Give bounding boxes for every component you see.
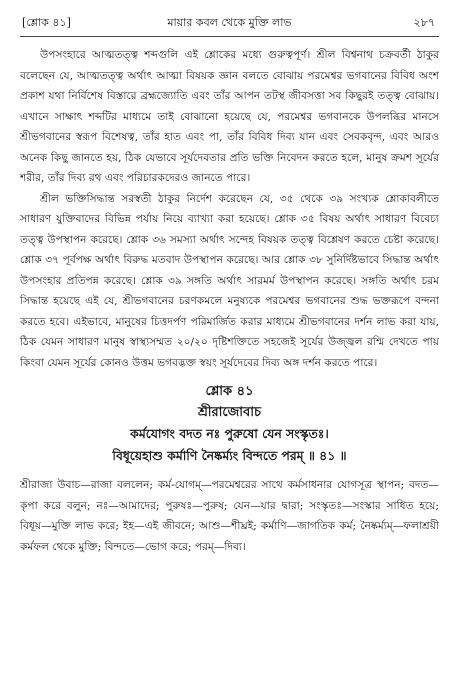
verse-speaker: শ্রীরাজোবাচ <box>197 405 262 420</box>
chapter-title: মায়ার কবল থেকে মুক্তি লাভ <box>167 16 292 29</box>
purport-paragraph-1: উপসংহারে আত্মতত্ত্ব শব্দগুলি এই শ্লোকের মধ্যে গুরুত্বপূর্ণ। শ্রীল বিশ্বনাথ চক্রবর্তী ঠাকুর বলেছেন যে, আত্মতত্ত্ব অর্থাৎ আত্মা বিষয়ক জ্ঞান বলতে বোঝায় পরমেশ্বর ভগবানের বিবিধ অংশ প্রকাশ যথা নির্বিশেষ বিস্তারে ব্রহ্মজ্যোতি এবং তাঁর আপন তটস্থ জীবসত্তা সব কিছুরই তত্ত্ব বোঝায়। এখানে সাক্ষাৎ শব্দটির মাধ্যমে তাই বোঝানো হয়েছে যে, পরমেশ্বর ভগবানকে উপলব্ধির মানসে শ্রীভগবানের স্বরূপ বিশেষত্ব, তাঁর হাত এবং পা, তাঁর বিবিধ দিব্য যান এবং সেবকবৃন্দ, এবং আরও অনেক কিছু জানতে হয়, ঠিক যেভাবে সূর্যদেবতার প্রতি ভক্তি নিবেদন করতে হলে, মানুষ ক্রমশ সূর্যের শরীর, তাঁর দিব্য রথ এবং পরিচারকদেরও জানতে পারে। <box>20 49 439 184</box>
page-header <box>20 10 439 37</box>
verse-number: শ্লোক ৪১ <box>205 384 254 399</box>
verse-line-2: বিধূয়েহাশু কর্মাণি নৈষ্কর্ম্যং বিন্দতে পরম্ ॥ ৪১ ॥ <box>112 448 347 463</box>
verse-block <box>20 381 439 467</box>
word-for-word-synonyms: শ্রীরাজা উবাচ—রাজা বললেন; কর্ম-যোগম্—পরমেশ্বরের সাথে কর্মসাধনার যোগসূত্র স্থাপন; বদত—কৃপা করে বলুন; নঃ—আমাদের; পুরুষঃ—পুরুষ; যেন—যার দ্বারা; সংস্কৃতঃ—সংস্কার সাধিত হয়ে; বিধূয়—মুক্তি লাভ করে; ইহ—এই জীবনে; আশু—শীঘ্রই; কর্মাণি—জাগতিক কর্ম; নৈষ্কর্ম্যম্—ফলাশ্রয়ী কর্মফল থেকে মুক্তি; বিন্দতে—ভোগ করে; পরম্—দিব্য। <box>20 479 439 553</box>
verse-line-1: কর্মযোগং বদত নঃ পুরুষো যেন সংস্কৃতঃ। <box>130 426 329 441</box>
verse-reference: [শ্লোক ৪১] <box>22 16 71 29</box>
purport-paragraph-2: শ্রীল ভক্তিসিদ্ধান্ত সরস্বতী ঠাকুর নির্দেশ করেছেন যে, ৩৫ থেকে ৩৯ সংখ্যক শ্লোকাবলীতে সাধারণ যুক্তিবাদের বিভিন্ন পর্যায় নিয়ে ব্যাখ্যা করা হয়েছে। শ্লোক ৩৫ বিষয় অর্থাৎ সাধারণ বিবেচ্য তত্ত্ব উপস্থাপন করেছে। শ্লোক ৩৬ সমস্যা অর্থাৎ সন্দেহ বিষয়ক তত্ত্ব বিশ্লেষণ করতে চেষ্টা করেছে। শ্লোক ৩৭ পূর্বপক্ষ অর্থাৎ বিরুদ্ধ মতবাদ উপস্থাপন করেছে। আর শ্লোক ৩৮ সুনির্দিষ্টভাবে সিদ্ধান্ত অর্থাৎ উপসংহার প্রতিপন্ন করেছে। শ্লোক ৩৯ সঙ্গতি অর্থাৎ সারমর্ম উপস্থাপন করেছে। সঙ্গতি অর্থাৎ চরম সিদ্ধান্ত হয়েছে এই যে, শ্রীভগবানের চরণকমলে মনুষ্যকে পরমেশ্বর ভগবানের শুদ্ধ ভক্তরূপে বন্দনা করতে হবে। এইভাবে, মানুষের চিত্তদর্পণ পরিমার্জিত করার মাধ্যমে শ্রীভগবানের দর্শন লাভ করা যায়, ঠিক যেমন সাধারণ মানুষ স্বাস্থ্যসম্মত ২০/২০ দৃষ্টিশক্তিতে সহজেই সূর্যের উজ্জ্বল রশ্মি দেখতে পায় কিংবা যেমন সূর্যের কোনও উত্তম ভগবদ্ভক্ত স্বয়ং সূর্যদেবের দিব্য অঙ্গ দর্শন করতে পারে। <box>20 192 439 369</box>
page-number: ২৮৭ <box>413 16 435 29</box>
